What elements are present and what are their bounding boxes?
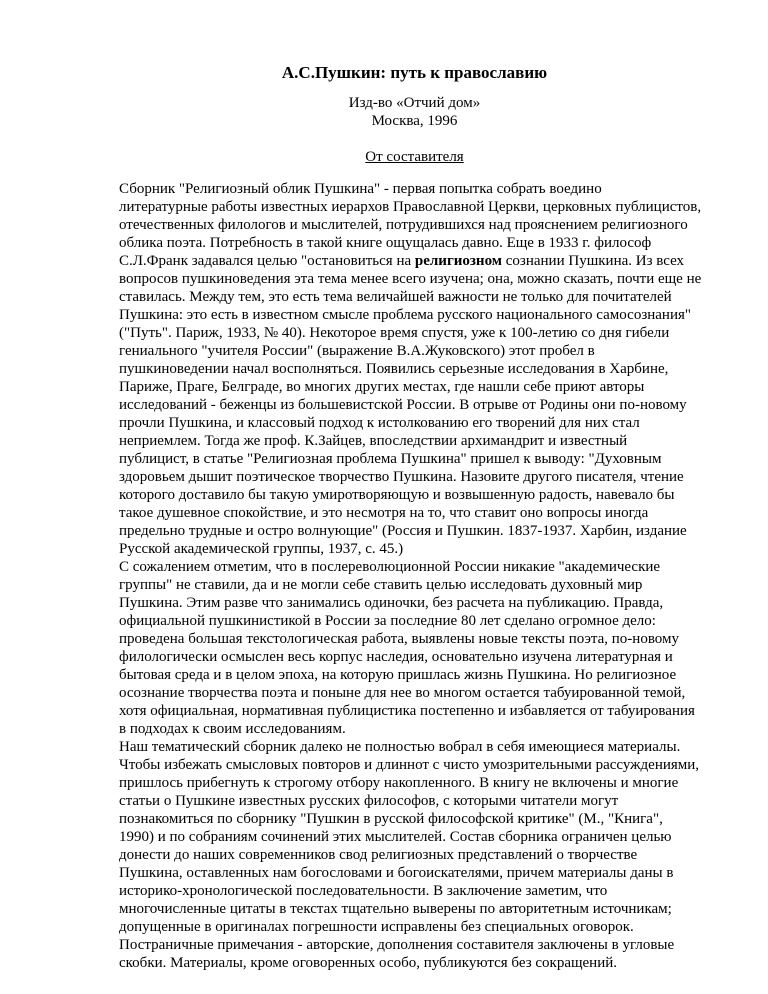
- text-line: предельно трудные и остро волнующие" (Россия и Пушкин. 1837-1937. Харбин, издание: [119, 523, 687, 539]
- text-line: познакомиться по сборнику "Пушкин в русской философской критике" (М., "Книга",: [119, 811, 663, 827]
- text-line: литературные работы известных иерархов Православной Церкви, церковных публицистов,: [119, 199, 702, 215]
- imprint: [107, 94, 722, 130]
- text-line: пушкиноведении начал восполняться. Появились серьезные исследования в Харбине,: [119, 361, 669, 377]
- text-line: Наш тематический сборник далеко не полностью вобрал в себя имеющиеся материалы.: [119, 739, 681, 755]
- text-line: историко-хронологической последовательности. В заключение заметим, что: [119, 883, 608, 899]
- text-line: филологически осмыслен весь корпус наследия, основательно изучена литературная и: [119, 649, 673, 665]
- text-line: которого доставило бы такую умиротворяющую и возвышенную радость, навевало бы: [119, 487, 675, 503]
- text-line: отечественных филологов и мыслителей, потрудившихся над прояснением религиозного: [119, 217, 688, 233]
- paragraph-2: [107, 558, 722, 738]
- text-line: скобки. Материалы, кроме оговоренных особо, публикуются без сокращений.: [119, 955, 618, 971]
- text-line: в подходах к своим исследованиям.: [119, 721, 346, 737]
- section-heading: [107, 148, 722, 166]
- text-line: облика поэта. Потребность в такой книге ощущалась давно. Еще в 1933 г. философ: [119, 235, 652, 251]
- text-line: группы" не ставили, да и не могли себе ставить целью исследовать духовный мир: [119, 577, 643, 593]
- text-line: многочисленные цитаты в текстах тщательно выверены по авторитетным источникам;: [119, 901, 672, 917]
- text-line: проведена большая текстологическая работа, выявлены новые тексты поэта, по-новому: [119, 631, 680, 647]
- text-segment: С.Л.Франк задавался целью "остановиться на: [119, 253, 415, 269]
- text-line: неприемлем. Тогда же проф. К.Зайцев, впоследствии архимандрит и известный: [119, 433, 628, 449]
- text-line: С сожалением отметим, что в послереволюционной России никакие "академические: [119, 559, 661, 575]
- text-line: официальной пушкинистикой в России за последние 80 лет сделано огромное дело:: [119, 613, 656, 629]
- text-line: Пушкина, оставленных нам богословами и богоискателями, причем материалы даны в: [119, 865, 674, 881]
- text-line: ("Путь". Париж, 1933, № 40). Некоторое время спустя, уже к 100-летию со дня гибели: [119, 325, 670, 341]
- text-line: бытовая среда и в целом эпоха, на которую пришлась жизнь Пушкина. Но религиозное: [119, 667, 677, 683]
- text-line: хотя официальная, нормативная публицистика постепенно и избавляется от табуирования: [119, 703, 695, 719]
- text-line: [107, 252, 722, 270]
- text-line: такое душевное спокойствие, и это несмотря на то, что ставит оно вопросы иногда: [119, 505, 649, 521]
- text-line: прочли Пушкина, и классовый подход к истолкованию его творений для них стал: [119, 415, 640, 431]
- place-year: Москва, 1996: [371, 113, 458, 129]
- text-line: пришлось прибегнуть к строгому отбору накопленного. В книгу не включены и многие: [119, 775, 679, 791]
- text-line: осознание творчества поэта и поныне для нее во многом остается табуированной темой,: [119, 685, 686, 701]
- text-line: исследований - беженцы из большевистской России. В отрыве от Родины они по-новому: [119, 397, 687, 413]
- text-line: Пушкина. Этим разве что занимались одиночки, без расчета на публикацию. Правда,: [119, 595, 664, 611]
- document-title: А.С.Пушкин: путь к православию: [281, 63, 548, 82]
- body-text: [107, 180, 722, 972]
- text-line: Пушкина: это есть в известном смысле проблема русского национального самосознания": [119, 307, 692, 323]
- text-line: вопросов пушкиноведения эта тема менее всего изучена; она, можно сказать, почти еще не: [119, 271, 702, 287]
- text-line: Постраничные примечания - авторские, дополнения составителя заключены в угловые: [119, 937, 675, 953]
- text-line: ставилась. Между тем, это есть тема величайшей важности не только для почитателей: [119, 289, 672, 305]
- publisher: Изд-во «Отчий дом»: [348, 95, 481, 111]
- paragraph-1: [107, 180, 722, 558]
- emphasis-religious: религиозном: [414, 253, 503, 269]
- section-heading-text: От составителя: [365, 149, 464, 165]
- text-line: донести до наших современников свод религиозных представлений о творчестве: [119, 847, 638, 863]
- text-segment: сознании Пушкина. Из всех: [502, 253, 685, 269]
- text-line: здоровьем дышит поэтическое творчество Пушкина. Назовите другого писателя, чтение: [119, 469, 684, 485]
- text-line: допущенные в оригиналах погрешности исправлены без специальных оговорок.: [119, 919, 634, 935]
- text-line: Чтобы избежать смысловых повторов и длиннот с чисто умозрительными рассуждениями,: [119, 757, 700, 773]
- text-line: статьи о Пушкине известных русских философов, с которыми читатели могут: [119, 793, 619, 809]
- text-line: 1990) и по собраниям сочинений этих мыслителей. Состав сборника ограничен целью: [119, 829, 672, 845]
- paragraph-3: [107, 738, 722, 972]
- text-line: публицист, в статье "Религиозная проблема Пушкина" пришел к выводу: "Духовным: [119, 451, 662, 467]
- text-line: Париже, Праге, Белграде, во многих других местах, где нашли себе приют авторы: [119, 379, 645, 395]
- document-page: [107, 63, 722, 972]
- text-line: Сборник "Религиозный облик Пушкина" - первая попытка собрать воедино: [119, 181, 602, 197]
- text-line: Русской академической группы, 1937, с. 45.): [119, 541, 404, 557]
- text-line: гениального "учителя России" (выражение В.А.Жуковского) этот пробел в: [119, 343, 595, 359]
